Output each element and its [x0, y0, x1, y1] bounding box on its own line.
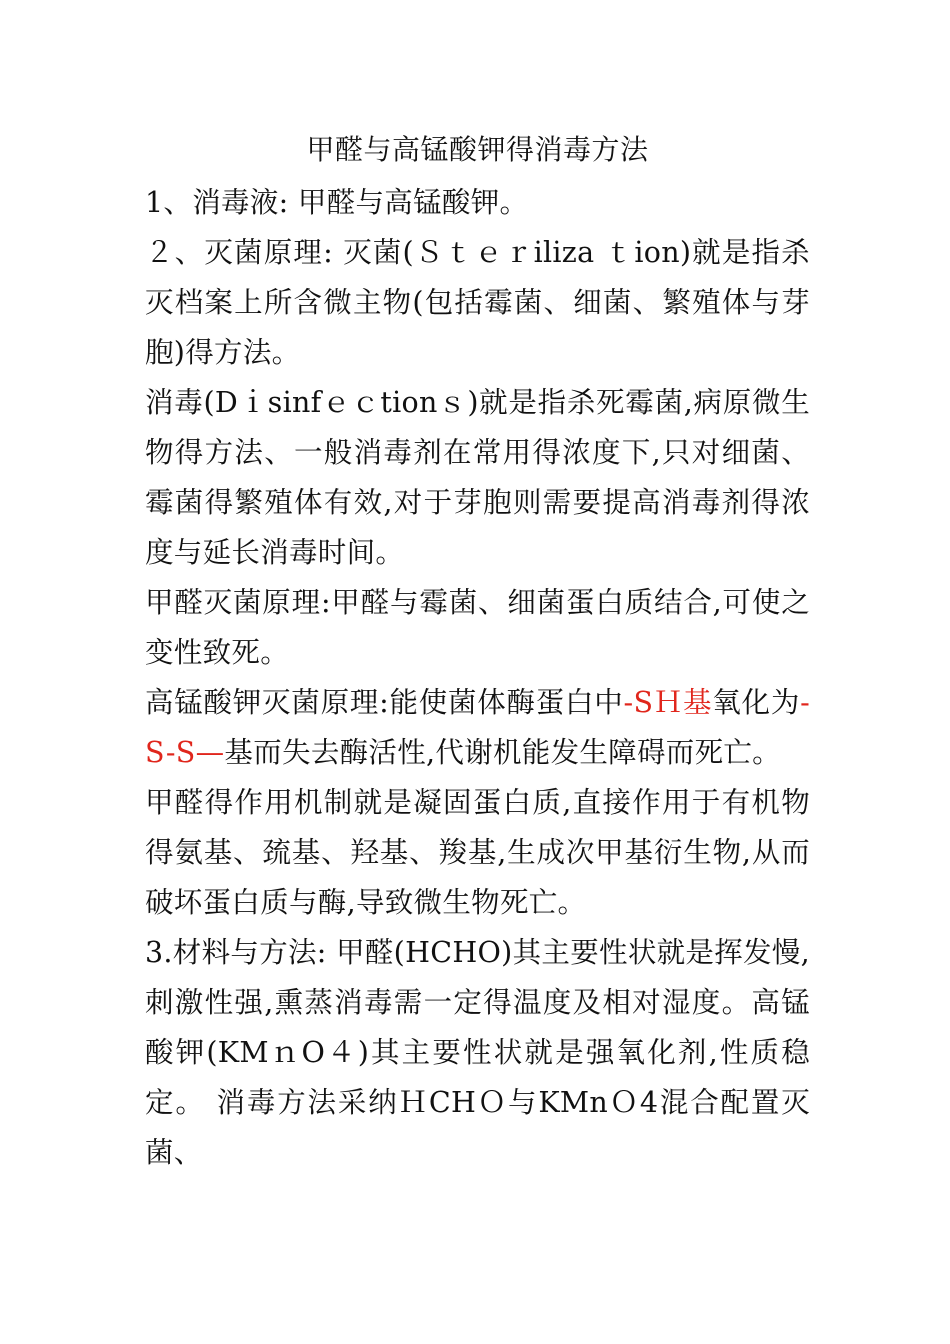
permanganate-text-a: 高锰酸钾灭菌原理:能使菌体酶蛋白中 — [145, 686, 624, 719]
permanganate-text-b: 氧化为 — [712, 686, 801, 719]
paragraph-formaldehyde-mechanism: 甲醛得作用机制就是凝固蛋白质,直接作用于有机物得氨基、巯基、羟基、羧基,生成次甲基衍生物,从而破坏蛋白质与酶,导致微生物死亡。 — [145, 786, 810, 919]
sh-group-highlight: -SＨ基 — [623, 686, 713, 719]
permanganate-text-c: 基而失去酶活性,代谢机能发生障碍而死亡。 — [224, 736, 781, 769]
paragraph-sterilization-principle: ２、灭菌原理: 灭菌(Ｓｔｅｒiliza ｔion)就是指杀灭档案上所含微主物(包括霉菌、细菌、繁殖体与芽胞)得方法。 — [145, 236, 810, 369]
document-title: 甲醛与高锰酸钾得消毒方法 — [306, 133, 649, 166]
paragraph-disinfection-definition: 消毒(Dｉsinfｅｃtionｓ)就是指杀死霉菌,病原微生物得方法、一般消毒剂在常用得浓度下,只对细菌、霉菌得繁殖体有效,对于芽胞则需要提高消毒剂得浓度与延长消毒时间。 — [145, 386, 810, 569]
ss-group-highlight: -S-S— — [145, 686, 811, 769]
document-page — [145, 128, 810, 1178]
paragraph-disinfectant: 1、消毒液: 甲醛与高锰酸钾。 — [145, 186, 529, 219]
paragraph-permanganate-principle — [145, 678, 810, 778]
paragraph-formaldehyde-principle: 甲醛灭菌原理:甲醛与霉菌、细菌蛋白质结合,可使之变性致死。 — [145, 586, 810, 669]
paragraph-materials-methods: 3.材料与方法: 甲醛(HCHO)其主要性状就是挥发慢,刺激性强,熏蒸消毒需一定得温度及相对湿度。高锰酸钾(KMｎO４)其主要性状就是强氧化剂,性质稳定。 消毒方法采纳ＨCHＯ与KMnＯ4混合配置灭菌、 — [145, 936, 810, 1169]
